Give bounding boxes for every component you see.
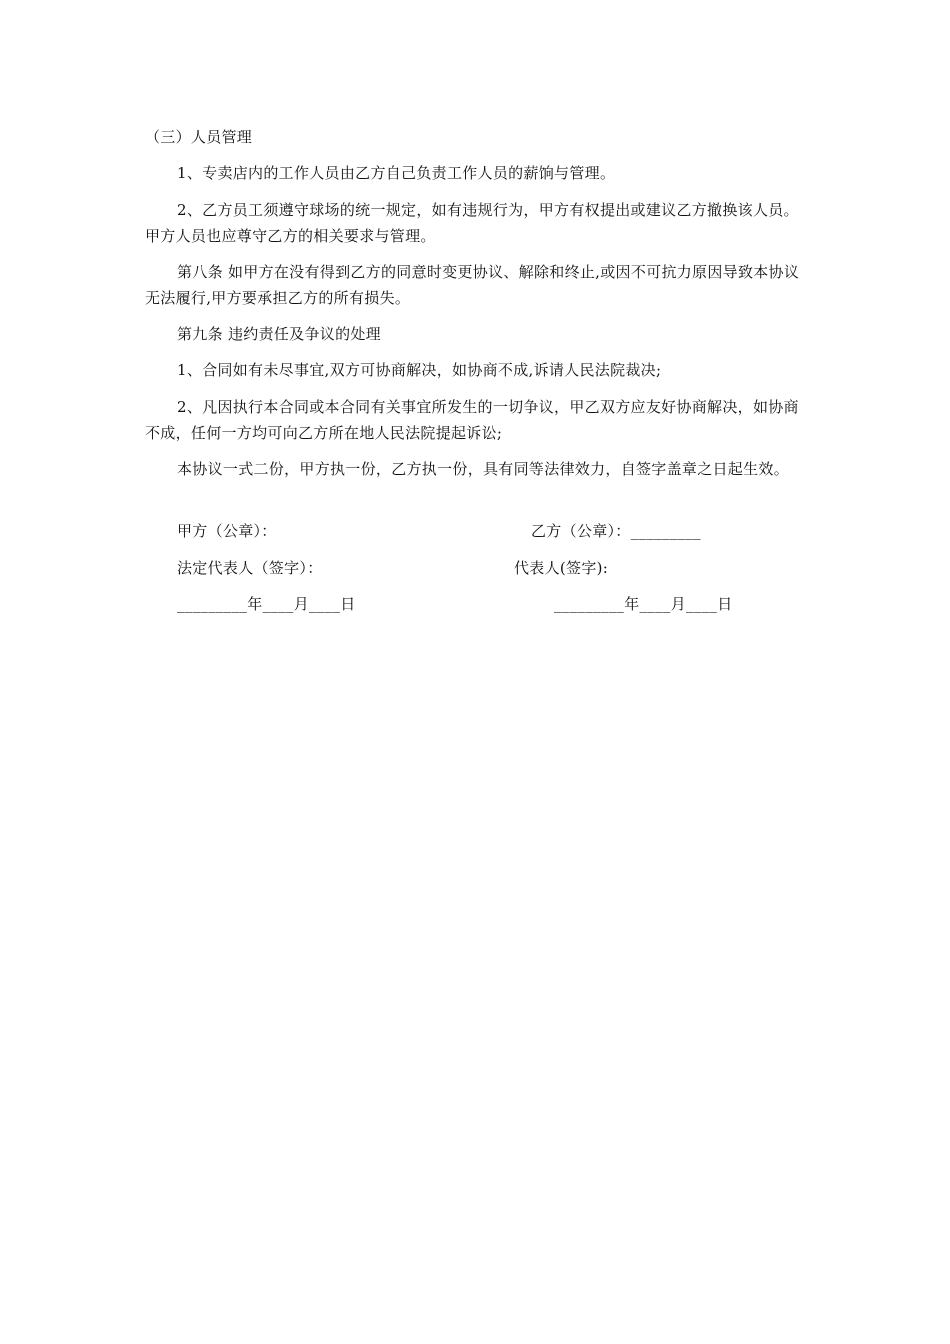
paragraph-dispute-1: 1、合同如有未尽事宜,双方可协商解决，如协商不成,诉请人民法院裁决; bbox=[177, 361, 662, 379]
paragraph-staff-rules: 2、乙方员工须遵守球场的统一规定，如有违规行为，甲方有权提出或建议乙方撤换该人员。甲方人员也应尊守乙方的相关要求与管理。 bbox=[145, 201, 799, 245]
paragraph-staff-salary: 1、专卖店内的工作人员由乙方自己负责工作人员的薪饷与管理。 bbox=[177, 164, 616, 182]
paragraph-article-8: 第八条 如甲方在没有得到乙方的同意时变更协议、解除和终止,或因不可抗力原因导致本协议无法履行,甲方要承担乙方的所有损失。 bbox=[145, 263, 800, 307]
party-a-date: _________年____月____日 bbox=[177, 595, 356, 613]
section-heading: （三）人员管理 bbox=[145, 128, 253, 146]
party-b-date: _________年____月____日 bbox=[554, 595, 733, 613]
paragraph-copies: 本协议一式二份，甲方执一份，乙方执一份，具有同等法律效力，自签字盖章之日起生效。 bbox=[177, 460, 790, 478]
paragraph-article-9-heading: 第九条 违约责任及争议的处理 bbox=[177, 325, 381, 343]
party-b-representative: 代表人(签字): bbox=[514, 559, 609, 577]
paragraph-dispute-2: 2、凡因执行本合同或本合同有关事宜所发生的一切争议，甲乙双方应友好协商解决，如协商不成，任何一方均可向乙方所在地人民法院提起诉讼; bbox=[145, 398, 799, 442]
party-a-representative: 法定代表人（签字）： bbox=[177, 559, 323, 577]
party-b-seal: 乙方（公章）：_________ bbox=[531, 522, 701, 540]
party-a-seal: 甲方（公章）： bbox=[177, 522, 277, 540]
